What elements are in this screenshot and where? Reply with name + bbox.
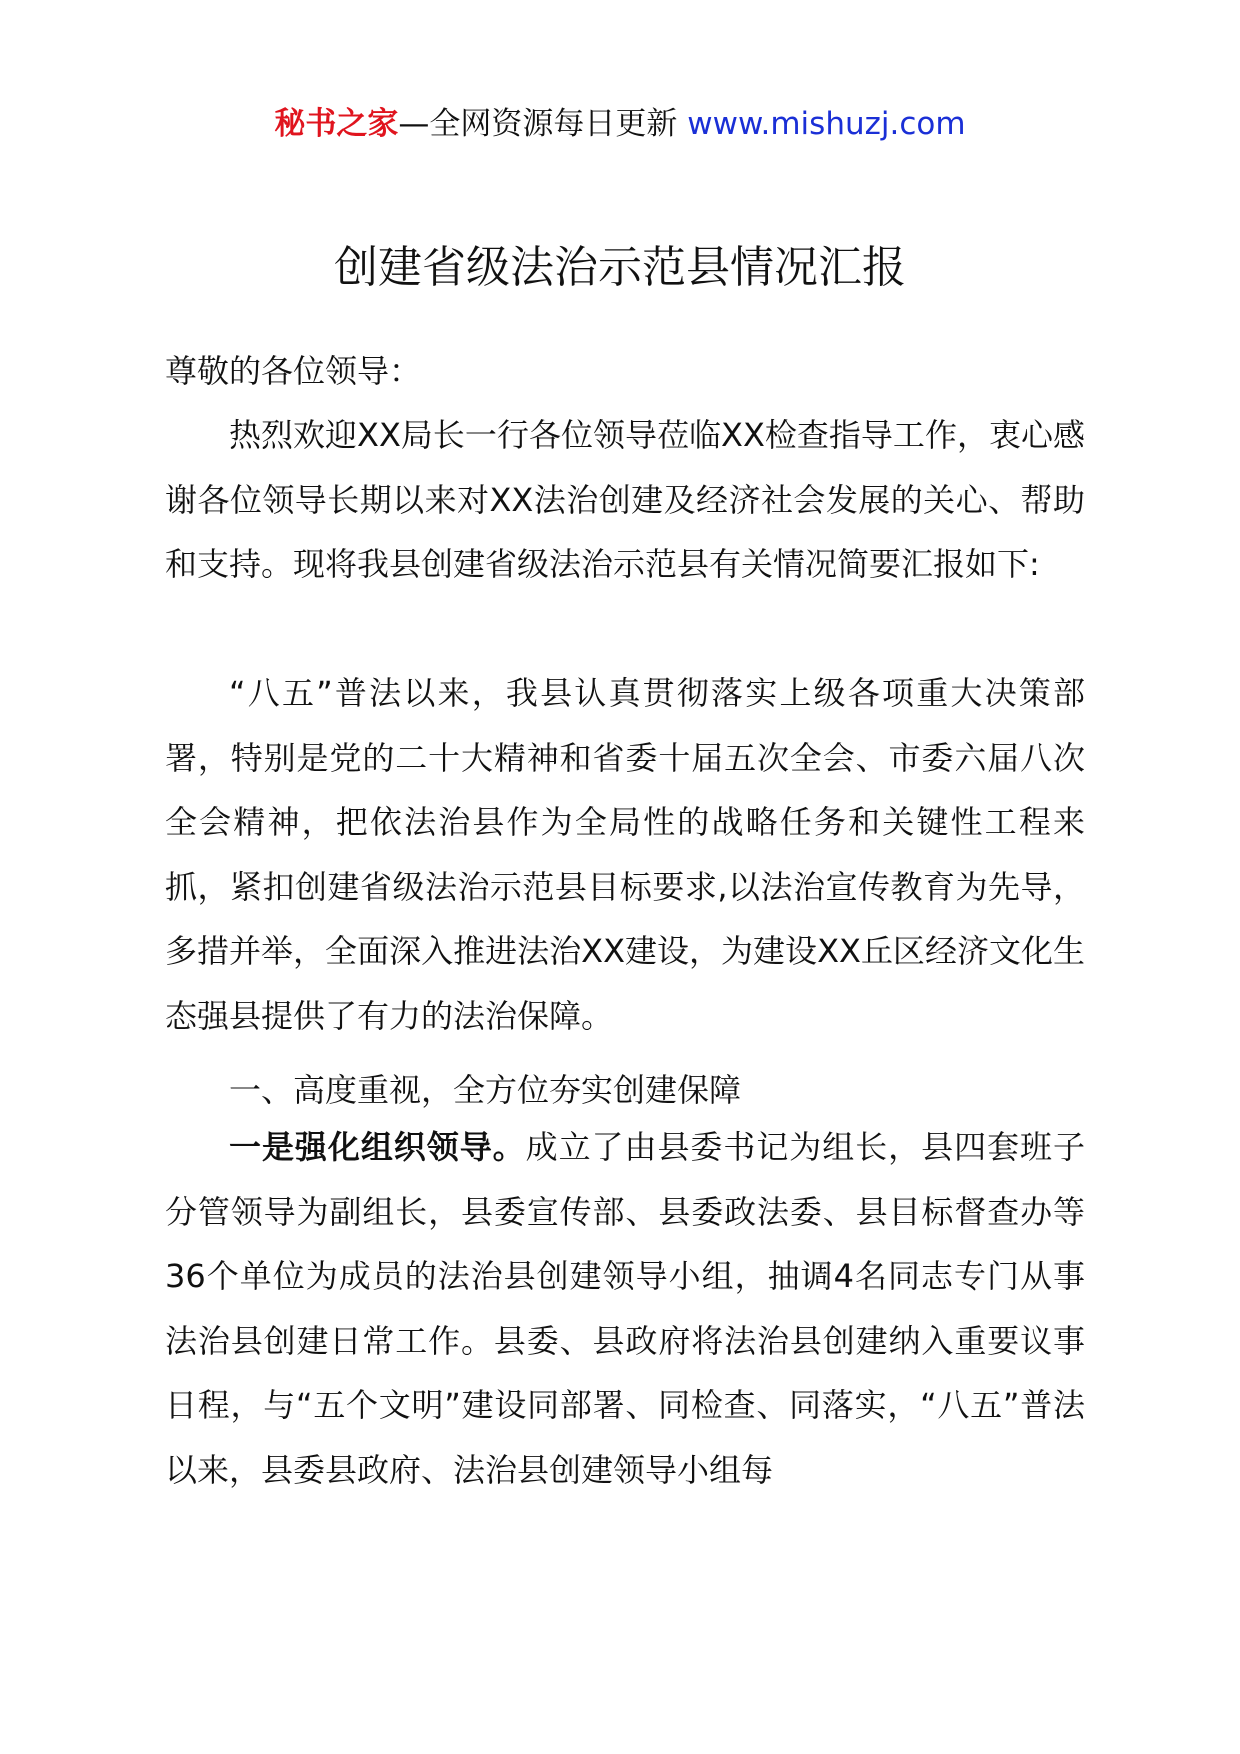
paragraph-organization: [165, 1115, 1085, 1502]
site-brand: 秘书之家: [274, 106, 399, 142]
paragraph-overview: “八五”普法以来，我县认真贯彻落实上级各项重大决策部署，特别是党的二十大精神和省委十届五次全会、市委六届八次全会精神，把依法治县作为全局性的战略任务和关键性工程来抓，紧扣创建省级法治示范县目标要求,以法治宣传教育为先导，多措并举，全面深入推进法治XX建设，为建设XX丘区经济文化生态强县提供了有力的法治保障。: [165, 674, 1085, 1035]
salutation: 尊敬的各位领导：: [165, 352, 422, 390]
paragraph-welcome: 热烈欢迎XX局长一行各位领导莅临XX检查指导工作，衷心感谢各位领导长期以来对XX法治创建及经济社会发展的关心、帮助和支持。现将我县创建省级法治示范县有关情况简要汇报如下:: [165, 416, 1085, 583]
section-heading-1: 一、高度重视，全方位夯实创建保障: [229, 1071, 742, 1109]
paragraph-lead: 一是强化组织领导。: [229, 1128, 526, 1166]
site-url-link[interactable]: www.mishuzj.com: [687, 106, 966, 142]
site-tagline: —全网资源每日更新: [398, 106, 678, 142]
site-header: [0, 104, 1240, 144]
paragraph-body: 成立了由县委书记为组长，县四套班子分管领导为副组长，县委宣传部、县委政法委、县目标督查办等36个单位为成员的法治县创建领导小组，抽调4名同志专门从事法治县创建日常工作。县委、县政府将法治县创建纳入重要议事日程，与“五个文明”建设同部署、同检查、同落实，“八五”普法以来，县委县政府、法治县创建领导小组每: [165, 1128, 1085, 1489]
document-title: 创建省级法治示范县情况汇报: [334, 242, 906, 293]
